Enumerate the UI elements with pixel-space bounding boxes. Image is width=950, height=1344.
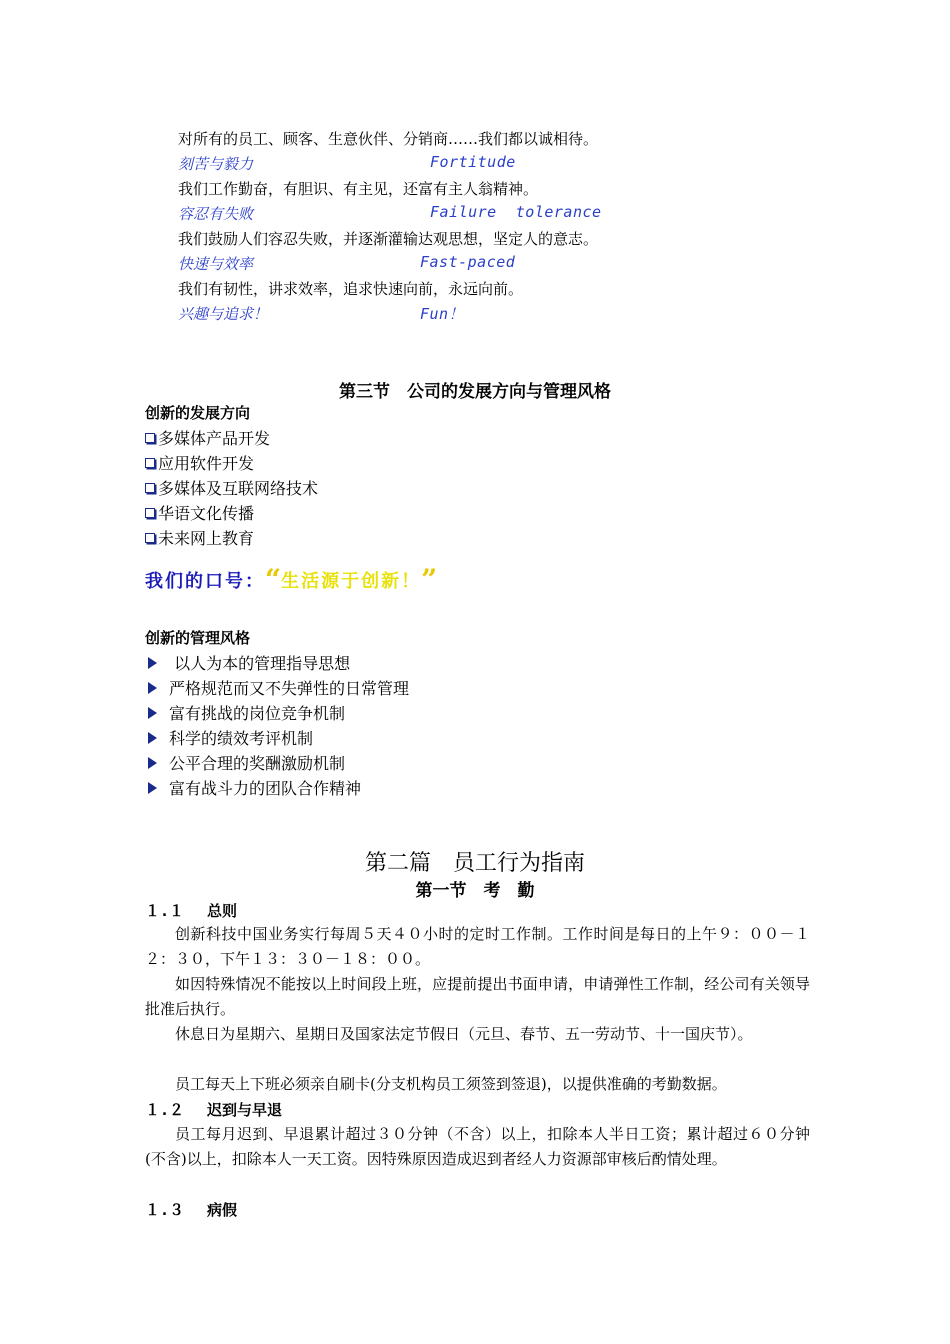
paragraph: 休息日为星期六、星期日及国家法定节假日（元旦、春节、五一劳动节、十一国庆节）。 (175, 1025, 753, 1043)
part2-subtitle: 第一节 考 勤 (415, 881, 535, 901)
arrow-bullet-icon (148, 757, 157, 769)
checkbox-square-icon (145, 433, 155, 443)
slogan-lead: 我们的口号： (145, 571, 265, 592)
value-desc-fast: 我们有韧性，讲求效率，追求快速向前，永远向前。 (178, 280, 524, 298)
paragraph: 如因特殊情况不能按以上时间段上班，应提前提出书面申请，申请弹性工作制，经公司有关领导批准后执行。 (145, 975, 810, 1018)
checkbox-square-icon (145, 533, 155, 543)
paragraph: 员工每天上下班必须亲自刷卡(分支机构员工须签到签退)，以提供准确的考勤数据。 (175, 1075, 727, 1093)
checkbox-square-icon (145, 508, 155, 518)
direction-item: 应用软件开发 (145, 451, 254, 474)
direction-item: 未来网上教育 (145, 526, 254, 549)
style-item: 富有挑战的岗位竞争机制 (145, 701, 345, 724)
slogan (145, 561, 437, 594)
value-en-failure: Failure tolerance (430, 203, 602, 221)
slogan-text: 生活源于创新！ (281, 571, 422, 592)
checkbox-square-icon (145, 458, 155, 468)
direction-item: 多媒体及互联网络技术 (145, 476, 318, 499)
direction-label: 创新的发展方向 (145, 404, 251, 422)
value-cn-failure: 容忍有失败 (178, 205, 254, 223)
paragraph: 创新科技中国业务实行每周５天４０小时的定时工作制。工作时间是每日的上午９：００－１２：３０，下午１３：３０－１８：００。 (145, 925, 810, 968)
values-intro: 对所有的员工、顾客、生意伙伴、分销商……我们都以诚相待。 (178, 130, 599, 148)
value-desc-fortitude: 我们工作勤奋，有胆识、有主见，还富有主人翁精神。 (178, 180, 539, 198)
value-en-fast: Fast-paced (420, 253, 516, 271)
value-en-fun: Fun！ (420, 305, 465, 323)
style-item: 富有战斗力的团队合作精神 (145, 776, 361, 799)
value-cn-fun: 兴趣与追求！ (178, 305, 269, 323)
direction-item: 华语文化传播 (145, 501, 254, 524)
arrow-bullet-icon (148, 732, 157, 744)
item-heading: １.２ 迟到与早退 (145, 1101, 283, 1119)
direction-item: 多媒体产品开发 (145, 426, 270, 449)
item-heading: １.３ 病假 (145, 1201, 238, 1219)
section3-title: 第三节 公司的发展方向与管理风格 (339, 382, 611, 402)
style-label: 创新的管理风格 (145, 629, 251, 647)
arrow-bullet-icon (148, 657, 157, 669)
style-item: 科学的绩效考评机制 (145, 726, 313, 749)
arrow-bullet-icon (148, 707, 157, 719)
style-item: 以人为本的管理指导思想 (145, 651, 350, 674)
slogan-open-quote: “ (265, 563, 282, 596)
value-cn-fast: 快速与效率 (178, 255, 254, 273)
paragraph: 员工每月迟到、早退累计超过３０分钟（不含）以上，扣除本人半日工资；累计超过６０分钟(不含)以上，扣除本人一天工资。因特殊原因造成迟到者经人力资源部审核后酌情处理。 (145, 1125, 810, 1168)
part2-title: 第二篇 员工行为指南 (364, 851, 585, 876)
style-item: 公平合理的奖酬激励机制 (145, 751, 345, 774)
slogan-close-quote: ” (421, 563, 438, 596)
style-item: 严格规范而又不失弹性的日常管理 (145, 676, 409, 699)
checkbox-square-icon (145, 483, 155, 493)
value-en-fortitude: Fortitude (430, 153, 516, 171)
value-desc-failure: 我们鼓励人们容忍失败，并逐渐灌输达观思想，坚定人的意志。 (178, 230, 599, 248)
item-heading: １.１ 总则 (145, 902, 238, 920)
arrow-bullet-icon (148, 682, 157, 694)
value-cn-fortitude: 刻苦与毅力 (178, 155, 254, 173)
arrow-bullet-icon (148, 782, 157, 794)
